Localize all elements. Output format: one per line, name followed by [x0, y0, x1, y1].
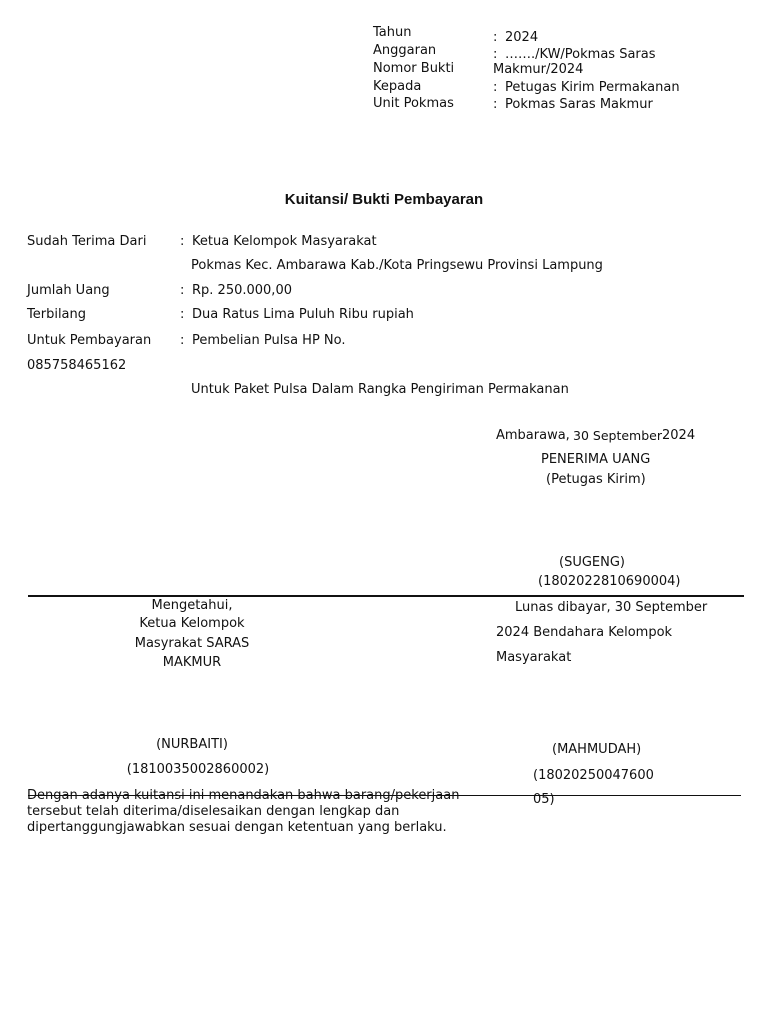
- header-colon: :: [493, 30, 498, 45]
- header-value-nomor-bukti: Makmur/2024: [493, 62, 584, 77]
- colon: :: [180, 307, 185, 322]
- receiver-name: (SUGENG): [559, 555, 625, 570]
- right-sign-line3: Masyarakat: [496, 650, 572, 665]
- colon: :: [180, 333, 185, 348]
- header-label-unit-pokmas: Unit Pokmas: [373, 96, 454, 111]
- header-value-anggaran: ……./KW/Pokmas Saras: [505, 47, 656, 62]
- colon: :: [180, 283, 185, 298]
- value-sudah-terima: Ketua Kelompok Masyarakat: [192, 234, 377, 249]
- header-value-unit-pokmas: Pokmas Saras Makmur: [505, 97, 653, 112]
- right-sign-id-part1: (18020250047600: [533, 768, 654, 783]
- receiver-id: (1802022810690004): [538, 574, 681, 589]
- receiver-date: 30 September: [573, 428, 662, 443]
- value-jumlah-uang: Rp. 250.000,00: [192, 283, 292, 298]
- label-untuk-pembayaran: Untuk Pembayaran: [27, 333, 152, 348]
- header-colon: :: [493, 80, 498, 95]
- value-sudah-terima-line2: Pokmas Kec. Ambarawa Kab./Kota Pringsewu Provinsi Lampung: [191, 258, 603, 273]
- left-sign-name: (NURBAITI): [156, 737, 228, 752]
- receiver-role: PENERIMA UANG: [541, 452, 651, 467]
- header-colon: :: [493, 97, 498, 112]
- left-sign-line2: Ketua Kelompok: [139, 616, 245, 631]
- value-untuk-pembayaran: Pembelian Pulsa HP No.: [192, 333, 346, 348]
- left-sign-id: (1810035002860002): [126, 762, 270, 777]
- label-sudah-terima: Sudah Terima Dari: [27, 234, 147, 249]
- right-sign-id-part2: 05): [533, 792, 555, 807]
- right-sign-line2: 2024 Bendahara Kelompok: [496, 625, 673, 640]
- header-label-anggaran: Anggaran: [373, 43, 437, 58]
- right-sign-line1: Lunas dibayar, 30 September: [515, 600, 708, 615]
- left-sign-line4: MAKMUR: [162, 655, 222, 670]
- header-label-nomor-bukti: Nomor Bukti: [373, 61, 455, 76]
- value-terbilang: Dua Ratus Lima Puluh Ribu rupiah: [192, 307, 414, 322]
- left-sign-line1: Mengetahui,: [151, 598, 233, 613]
- header-value-kepada: Petugas Kirim Permakanan: [505, 80, 680, 95]
- header-label-tahun: Tahun: [373, 25, 412, 40]
- receiver-place: Ambarawa,: [496, 428, 570, 443]
- footer-note: Dengan adanya kuitansi ini menandakan bahwa barang/pekerjaan tersebut telah diterima/diselesaikan dengan lengkap dan dipertanggungjawabkan sesuai dengan ketentuan yang berlaku.: [27, 788, 460, 835]
- label-jumlah-uang: Jumlah Uang: [27, 283, 110, 298]
- separator-line: [28, 595, 744, 597]
- value-untuk-pembayaran-line2: Untuk Paket Pulsa Dalam Rangka Pengiriman Permakanan: [191, 382, 569, 397]
- header-value-tahun: 2024: [505, 30, 539, 45]
- label-terbilang: Terbilang: [27, 307, 87, 322]
- right-sign-name: (MAHMUDAH): [552, 742, 642, 757]
- header-label-kepada: Kepada: [373, 79, 422, 94]
- value-phone-number: 085758465162: [27, 358, 127, 373]
- left-sign-line3: Masyrakat SARAS: [134, 636, 250, 651]
- receiver-role-sub: (Petugas Kirim): [546, 472, 646, 487]
- header-colon: :: [493, 47, 498, 62]
- document-title: Kuitansi/ Bukti Pembayaran: [284, 191, 484, 208]
- colon: :: [180, 234, 185, 249]
- receiver-year: 2024: [662, 428, 696, 443]
